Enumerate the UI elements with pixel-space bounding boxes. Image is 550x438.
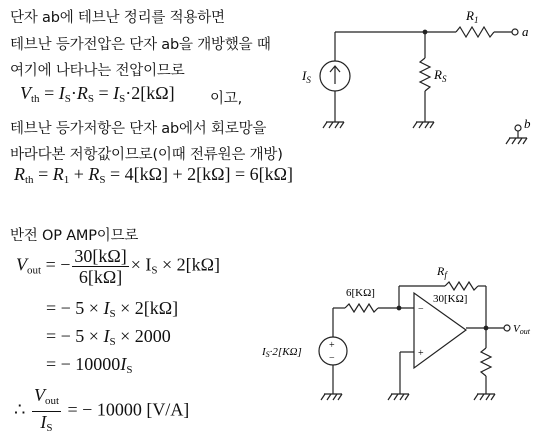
opamp-minus: − — [418, 304, 424, 315]
vout-equation-2: = − $5 \times I_S \times 2[k\Omega]$ — [46, 298, 179, 320]
r1-label: $R_1$ — [466, 8, 479, 25]
rin-resistor — [345, 304, 378, 312]
gain-denominator: 6[kΩ] — [78, 267, 123, 287]
terminal-a-label: a — [522, 24, 529, 39]
rf-value: 30[KΩ] — [433, 293, 468, 305]
text-line-5: 테브난 등가저항은 단자 ab에서 회로망을 — [10, 121, 267, 137]
src-plus: + — [329, 340, 335, 351]
src-minus: − — [329, 353, 335, 364]
text-line-1: 단자 ab에 테브난 정리를 적용하면 — [10, 10, 225, 26]
rf-label: $R_f$ — [437, 264, 447, 280]
src-label: IS·2[KΩ] — [262, 346, 302, 359]
text-line-7: 반전 OP AMP이므로 — [10, 228, 139, 244]
opamp-plus: + — [418, 348, 424, 359]
vth-equation: $V_{th} = I_S\cdot R_S = I_S\cdot 2[k\Omega]$ — [20, 83, 175, 105]
load-resistor — [481, 348, 491, 376]
vout-equation-4: = − $10000I_S$ — [46, 354, 133, 376]
text-line-4-suffix: 이고, — [210, 91, 243, 107]
text-line-6: 바라다본 저항값이므로(이때 전류원은 개방) — [10, 147, 283, 163]
final-fraction: $\frac{V_{out}}{I_S}$ — [33, 385, 60, 434]
final-equation: ∴ $\frac{V_{out}}{I_S}$ = − 10000 [V/A] — [14, 385, 189, 438]
text-line-2: 테브난 등가전압은 단자 ab을 개방했을 때 — [10, 37, 271, 53]
gain-numerator: 30[kΩ] — [74, 246, 127, 266]
terminal-b-label: b — [524, 116, 531, 131]
rs-label: $R_S$ — [434, 67, 447, 84]
vout-equation-1: $V_{out}$ = − $\frac{30[k\Omega]}{6[k\Omega]}$ × $I_S \times 2[k\Omega]$ — [16, 246, 221, 287]
vout-equation-3: = − $5 \times I_S \times 2000$ — [46, 326, 171, 348]
text-line-3: 여기에 나타나는 전압이므로 — [10, 63, 185, 79]
rf-resistor — [445, 282, 478, 290]
rth-equation: $R_{th} = R_1 + R_S = 4[k\Omega] + 2[k\Omega] = 6[k\Omega]$ — [14, 164, 294, 186]
rin-label: 6[KΩ] — [346, 287, 375, 299]
vout-label: Vout — [513, 323, 530, 336]
vout-terminal — [504, 325, 510, 331]
is-label: $I_S$ — [302, 68, 311, 85]
